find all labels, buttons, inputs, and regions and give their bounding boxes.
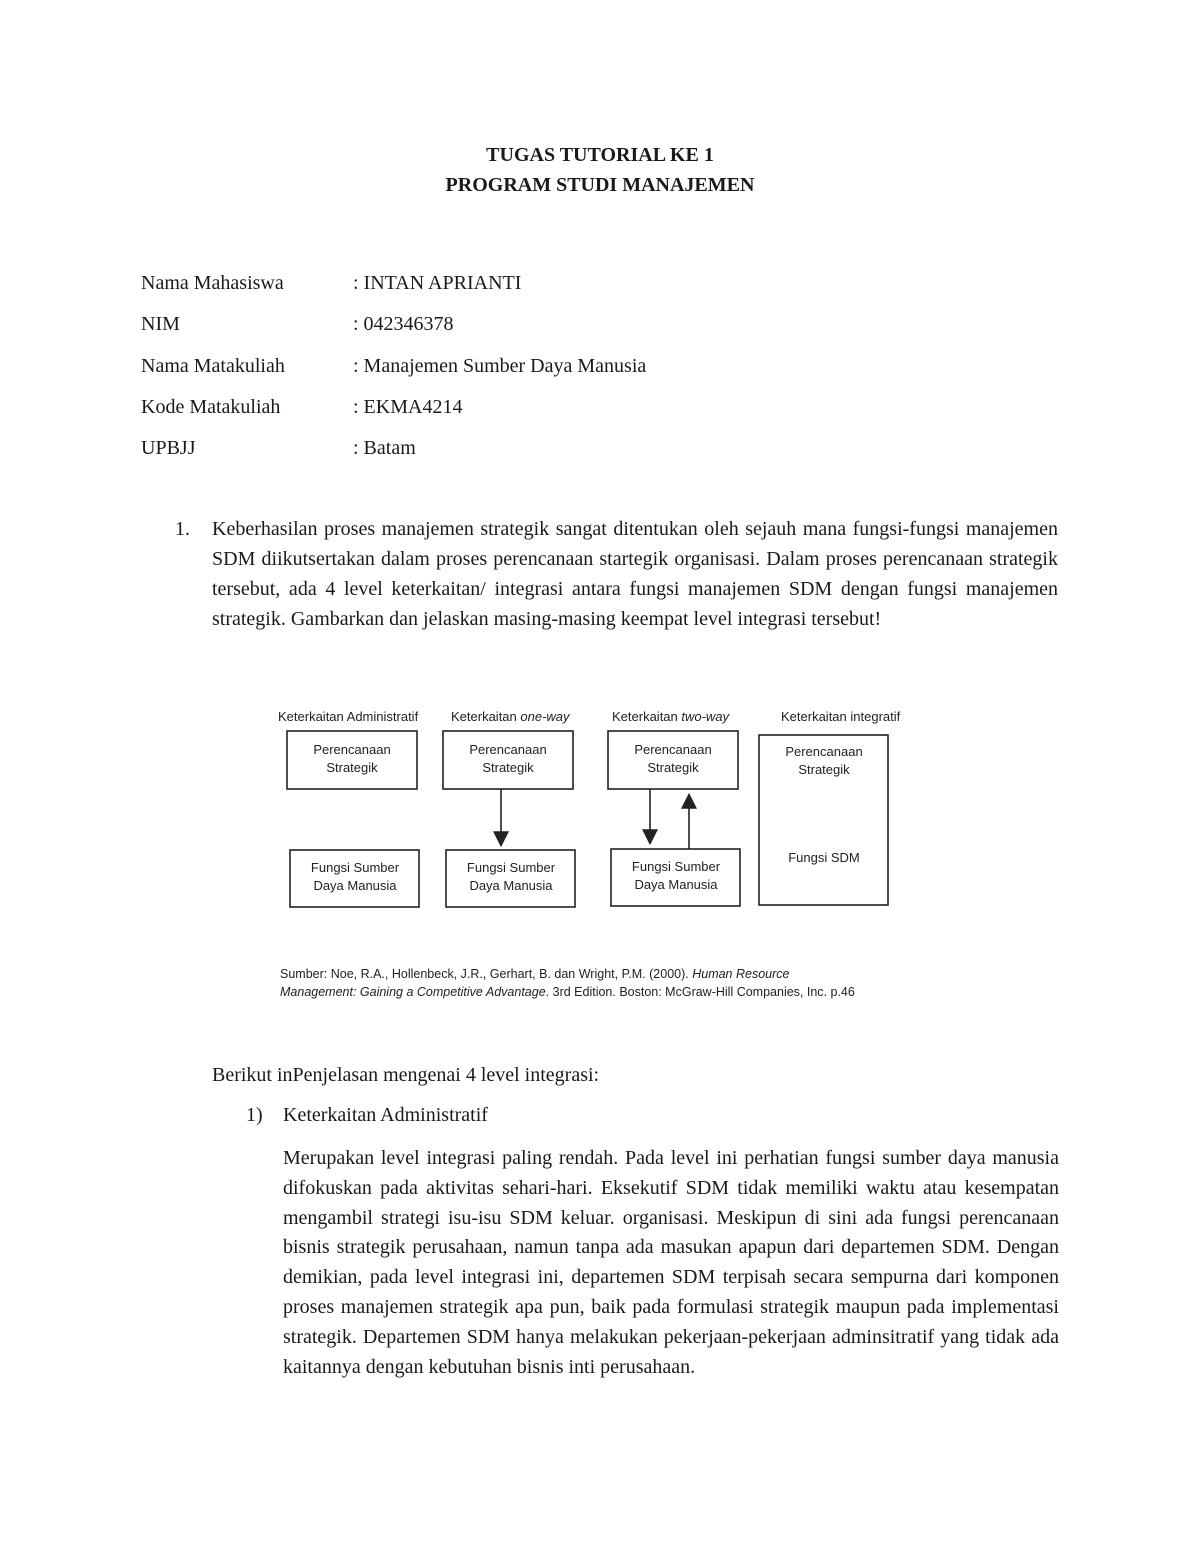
answer-item-title: Keterkaitan Administratif	[283, 1104, 488, 1126]
info-label: Nama Mahasiswa	[141, 272, 284, 294]
info-label: Nama Matakuliah	[141, 355, 285, 377]
document-subtitle: PROGRAM STUDI MANAJEMEN	[445, 174, 755, 196]
panel-4-bottom-line1: Fungsi SDM	[788, 850, 860, 865]
question-text: Keberhasilan proses manajemen strategik sangat ditentukan oleh sejauh mana fungsi-fungsi manajemen SDM diikutsertakan dalam proses perencanaan startegik organisasi. Dalam proses perencanaan strategik tersebut, ada 4 level keterkaitan/ integrasi antara fungsi manajemen SDM dengan fungsi manajemen strategik. Gambarkan dan jelaskan masing-masing keempat level integrasi tersebut!	[212, 518, 1058, 630]
question-number: 1.	[175, 518, 190, 540]
info-value: : INTAN APRIANTI	[353, 272, 522, 294]
info-label: NIM	[141, 313, 180, 335]
info-label: UPBJJ	[141, 437, 196, 459]
panel-4-top-line1: Perencanaan	[785, 744, 863, 759]
panel-1-bottom-line1: Fungsi Sumber	[310, 860, 400, 875]
info-value: : Batam	[353, 437, 416, 459]
answer-intro: Berikut inPenjelasan mengenai 4 level integrasi:	[212, 1064, 600, 1086]
figure-source-line2: Management: Gaining a Competitive Advantage. 3rd Edition. Boston: McGraw-Hill Companies, Inc. p.46	[280, 985, 855, 999]
panel-4-title: Keterkaitan integratif	[781, 709, 901, 724]
panel-3-title: Keterkaitan two-way	[612, 709, 730, 724]
panel-4-top-line2: Strategik	[798, 762, 850, 777]
document-title: TUGAS TUTORIAL KE 1	[486, 144, 714, 166]
panel-1-title: Keterkaitan Administratif	[278, 709, 419, 724]
answer-item-body: Merupakan level integrasi paling rendah. Pada level ini perhatian fungsi sumber daya manusia difokuskan pada aktivitas sehari-hari. Eksekutif SDM tidak memiliki waktu atau kesempatan mengambil strategi isu-isu SDM keluar. organisasi. Meskipun di sini ada fungsi perencanaan bisnis strategik perusahaan, namun tanpa ada masukan apapun dari departemen SDM. Dengan demikian, pada level integrasi ini, departemen SDM terpisah secara sempurna dari komponen proses manajemen strategik apa pun, baik pada formulasi strategik maupun pada implementasi strategik. Departemen SDM hanya melakukan pekerjaan-pekerjaan adminsitratif yang tidak ada kaitannya dengan kebutuhan bisnis inti perusahaan.	[283, 1147, 1059, 1378]
panel-3-top-line2: Strategik	[647, 760, 699, 775]
integration-levels-figure	[270, 700, 1000, 1010]
figure-source-line1: Sumber: Noe, R.A., Hollenbeck, J.R., Gerhart, B. dan Wright, P.M. (2000). Human Resource	[280, 967, 790, 981]
info-value: : 042346378	[353, 313, 454, 335]
panel-2-top-line1: Perencanaan	[469, 742, 547, 757]
answer-item-number: 1)	[246, 1104, 263, 1126]
info-value: : Manajemen Sumber Daya Manusia	[353, 355, 647, 377]
panel-2-title: Keterkaitan one-way	[451, 709, 570, 724]
info-label: Kode Matakuliah	[141, 396, 281, 418]
panel-3-top-line1: Perencanaan	[634, 742, 712, 757]
integration-levels-diagram	[270, 700, 1000, 1010]
panel-2-top-line2: Strategik	[482, 760, 534, 775]
panel-1-top-line2: Strategik	[326, 760, 378, 775]
panel-1-bottom-line2: Daya Manusia	[313, 878, 397, 893]
panel-4-box	[759, 735, 888, 905]
info-value: : EKMA4214	[353, 396, 463, 418]
panel-2-bottom-line2: Daya Manusia	[469, 878, 553, 893]
panel-3-bottom-line1: Fungsi Sumber	[631, 859, 721, 874]
panel-2-bottom-line1: Fungsi Sumber	[466, 860, 556, 875]
panel-3-bottom-line2: Daya Manusia	[634, 877, 718, 892]
panel-1-top-line1: Perencanaan	[313, 742, 391, 757]
